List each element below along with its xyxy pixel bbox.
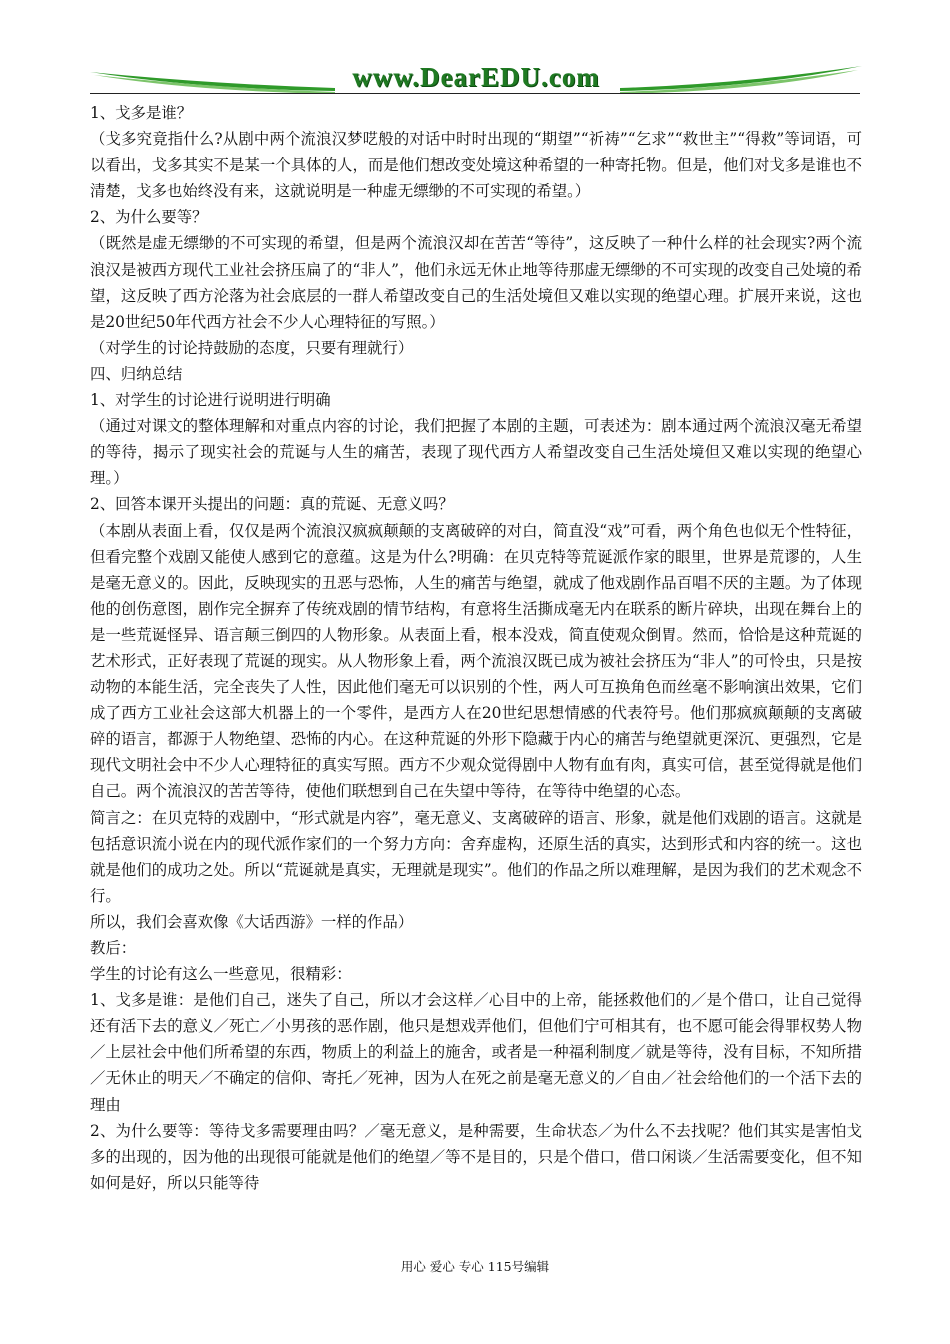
paragraph: （既然是虚无缥缈的不可实现的希望，但是两个流浪汉却在苦苦“等待”，这反映了一种什么样的社会现实?两个流浪汉是被西方现代工业社会挤压扁了的“非人”，他们永远无休止地等待那虚无缥缈的不可实现的改变自己处境的希望，这反映了西方沦落为社会底层的一群人希望改变自己的生活处境但又难以实现的绝望心理。扩展开来说，这也是20世纪50年代西方社会不少人心理特征的写照。） xyxy=(90,234,862,331)
site-header xyxy=(90,58,862,102)
section-heading: 四、归纳总结 xyxy=(90,364,183,383)
paragraph: 1、戈多是谁：是他们自己，迷失了自己，所以才会这样／心目中的上帝，能拯救他们的／是个借口，让自己觉得还有活下去的意义／死亡／小男孩的恶作剧，他只是想戏弄他们，但他们宁可相其有，也不愿可能会得罪权势人物／上层社会中他们所希望的东西，物质上的利益上的施舍，或者是一种福利制度／就是等待，没有目标，不知所措／无休止的明天／不确定的信仰、寄托／死神，因为人在死之前是毫无意义的／自由／社会给他们的一个活下去的理由 xyxy=(90,991,862,1114)
paragraph: （对学生的讨论持鼓励的态度，只要有理就行） xyxy=(90,338,414,357)
subheading: 1、对学生的讨论进行说明进行明确 xyxy=(90,391,331,410)
subheading: 2、回答本课开头提出的问题：真的荒诞、无意义吗？ xyxy=(90,495,454,514)
paragraph: 简言之：在贝克特的戏剧中，“形式就是内容”，毫无意义、支离破碎的语言、形象，就是他们戏剧的语言。这就是包括意识流小说在内的现代派作家们的一个努力方向：舍弃虚构，还原生活的真实，达到形式和内容的统一。这也就是他们的成功之处。所以“荒诞就是真实，无理就是现实”。他们的作品之所以难理解，是因为我们的艺术观念不行。 xyxy=(90,808,862,905)
paragraph: （通过对课文的整体理解和对重点内容的讨论，我们把握了本剧的主题，可表述为：剧本通过两个流浪汉毫无希望的等待，揭示了现实社会的荒诞与人生的痛苦，表现了现代西方人希望改变自己生活处境但又难以实现的绝望心理。） xyxy=(90,417,862,488)
paragraph: （戈多究竟指什么?从剧中两个流浪汉梦呓般的对话中时时出现的“期望”“祈祷”“乞求”“救世主”“得救”等词语，可以看出，戈多其实不是某一个具体的人，而是他们想改变处境这种希望的一种寄托物。但是，他们对戈多是谁也不清楚，戈多也始终没有来，这就说明是一种虚无缥缈的不可实现的希望。） xyxy=(90,130,862,201)
paragraph: 所以，我们会喜欢像《大话西游》一样的作品） xyxy=(90,912,414,931)
heading-why-wait: 2、为什么要等？ xyxy=(90,208,208,227)
subheading: 教后： xyxy=(90,939,137,957)
paragraph: （本剧从表面上看，仅仅是两个流浪汉疯疯颠颠的支离破碎的对白，简直没“戏”可看，两个角色也似无个性特征，但看完整个戏剧又能使人感到它的意蕴。这是为什么?明确：在贝克特等荒诞派作家的眼里，世界是荒谬的，人生是毫无意义的。因此，反映现实的丑恶与恐怖，人生的痛苦与绝望，就成了他戏剧作品百唱不厌的主题。为了体现他的创伤意图，剧作完全摒弃了传统戏剧的情节结构，有意将生活撕成毫无内在联系的断片碎块，出现在舞台上的是一些荒诞怪异、语言颠三倒四的人物形象。从表面上看，根本没戏，简直使观众倒胃。然而，恰恰是这种荒诞的艺术形式，正好表现了荒诞的现实。从人物形象上看，两个流浪汉既已成为被社会挤压为“非人”的可怜虫，只是按动物的本能生活，完全丧失了人性，因此他们毫无可以识别的个性，两人可互换角色而丝毫不影响演出效果，它们成了西方工业社会这部大机器上的一个零件，是西方人在20世纪思想情感的代表符号。他们那疯疯颠颠的支离破碎的语言，都源于人物绝望、恐怖的内心。在这种荒诞的外形下隐藏于内心的痛苦与绝望就更深沉、更强烈，它是现代文明社会中不少人心理特征的真实写照。西方不少观众觉得剧中人物有血有肉，真实可信，甚至觉得就是他们自己。两个流浪汉的苦苦等待，使他们联想到自己在失望中等待，在等待中绝望的心态。 xyxy=(90,521,862,801)
paragraph: 2、为什么要等：等待戈多需要理由吗？／毫无意义，是种需要，生命状态／为什么不去找呢？他们其实是害怕戈多的出现的，因为他的出现很可能就是他们的绝望／等不是目的，只是个借口，借口闲谈／生活需要变化，但不知如何是好，所以只能等待 xyxy=(90,1121,862,1192)
paragraph: 学生的讨论有这么一些意见，很精彩： xyxy=(90,965,352,984)
heading-who-is-godot: 1、戈多是谁？ xyxy=(90,104,193,122)
page-footer: 用心 爱心 专心 115号编辑 xyxy=(400,1259,550,1274)
site-logo-text: www.DearEDU.com xyxy=(352,62,600,92)
document-body xyxy=(90,100,862,1196)
header-rule xyxy=(90,93,860,94)
